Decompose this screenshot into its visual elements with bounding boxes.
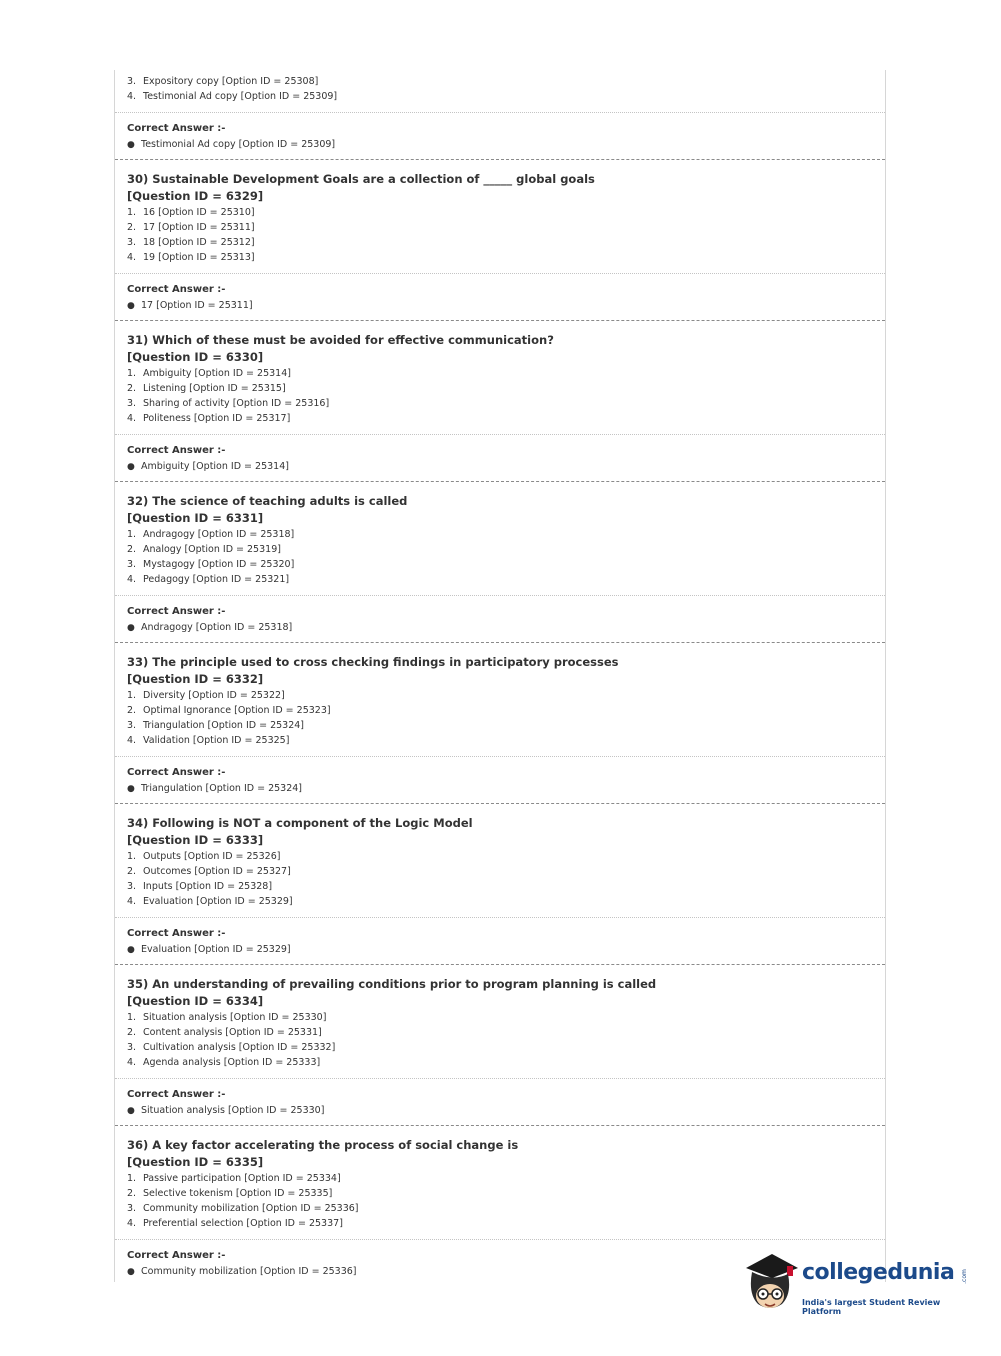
option-item [127,849,873,864]
option-text: Ambiguity [Option ID = 25314] [143,368,291,379]
correct-answer-label: Correct Answer :- [127,606,226,617]
option-number: 2. [127,222,137,233]
correct-answer-value: ● Testimonial Ad copy [Option ID = 25309] [127,137,873,153]
question-section [115,1126,885,1240]
option-text: Cultivation analysis [Option ID = 25332] [143,1042,336,1053]
option-text: Optimal Ignorance [Option ID = 25323] [143,705,331,716]
bullet-icon: ● [127,1267,135,1277]
option-text: 17 [Option ID = 25311] [143,222,255,233]
option-number: 2. [127,1188,137,1199]
option-number: 3. [127,559,137,570]
options-section [115,70,885,113]
option-text: Outputs [Option ID = 25326] [143,851,281,862]
question-title: 35) An understanding of prevailing conditions prior to program planning is called [127,977,657,991]
answer-section [115,596,885,642]
option-item [127,250,873,265]
option-text: 19 [Option ID = 25313] [143,252,255,263]
option-item [127,1171,873,1186]
correct-answer-label: Correct Answer :- [127,123,226,134]
correct-answer-text: Andragogy [Option ID = 25318] [141,622,293,633]
options-list [127,74,873,104]
option-number: 1. [127,207,137,218]
question-title: 31) Which of these must be avoided for effective communication? [127,333,554,347]
question-block-29 [115,70,885,160]
option-text: Mystagogy [Option ID = 25320] [143,559,295,570]
question-id: [Question ID = 6334] [127,994,264,1008]
option-text: Agenda analysis [Option ID = 25333] [143,1057,321,1068]
question-block [115,965,885,1126]
logo-brand-text: collegedunia [802,1260,955,1285]
option-item [127,1010,873,1025]
option-item [127,879,873,894]
question-id: [Question ID = 6335] [127,1155,264,1169]
option-number: 3. [127,881,137,892]
bullet-icon: ● [127,301,135,311]
bullet-icon: ● [127,945,135,955]
option-item [127,572,873,587]
option-item [127,864,873,879]
option-text: Content analysis [Option ID = 25331] [143,1027,322,1038]
options-list [127,688,873,748]
option-text: Outcomes [Option ID = 25327] [143,866,291,877]
correct-answer-text: 17 [Option ID = 25311] [141,300,253,311]
option-text: Evaluation [Option ID = 25329] [143,896,293,907]
question-id: [Question ID = 6331] [127,511,264,525]
option-item [127,688,873,703]
option-item [127,1201,873,1216]
questions-list [115,160,885,1286]
question-sheet [114,70,886,1282]
bullet-icon: ● [127,623,135,633]
bullet-icon: ● [127,140,135,150]
option-number: 2. [127,544,137,555]
option-text: Selective tokenism [Option ID = 25335] [143,1188,333,1199]
option-number: 4. [127,252,137,263]
option-item [127,542,873,557]
question-block [115,643,885,804]
option-number: 1. [127,1173,137,1184]
option-number: 1. [127,851,137,862]
correct-answer-value [127,781,873,797]
question-id: [Question ID = 6330] [127,350,264,364]
option-item: 3. Expository copy [Option ID = 25308] [127,76,319,87]
option-text: Situation analysis [Option ID = 25330] [143,1012,327,1023]
question-section [115,965,885,1079]
options-list [127,366,873,426]
options-list [127,849,873,909]
option-number: 1. [127,529,137,540]
option-number: 4. [127,896,137,907]
correct-answer-label: Correct Answer :- [127,1089,226,1100]
question-section [115,804,885,918]
option-text: Triangulation [Option ID = 25324] [143,720,304,731]
correct-answer-text: Ambiguity [Option ID = 25314] [141,461,289,472]
correct-answer-value [127,942,873,958]
option-number: 1. [127,1012,137,1023]
option-number: 3. [127,1203,137,1214]
question-id: [Question ID = 6333] [127,833,264,847]
correct-answer-value [127,1103,873,1119]
option-item [127,733,873,748]
question-block [115,321,885,482]
option-text: 18 [Option ID = 25312] [143,237,255,248]
option-item [127,220,873,235]
option-number: 4. [127,1218,137,1229]
question-section [115,482,885,596]
option-text: 16 [Option ID = 25310] [143,207,255,218]
correct-answer-text: Evaluation [Option ID = 25329] [141,944,291,955]
bullet-icon: ● [127,462,135,472]
question-title: 32) The science of teaching adults is called [127,494,408,508]
option-number: 3. [127,720,137,731]
logo-tagline: India's largest Student Review Platform [802,1298,941,1316]
option-text: Preferential selection [Option ID = 25337] [143,1218,343,1229]
correct-answer-label: Correct Answer :- [127,928,226,939]
bullet-icon: ● [127,784,135,794]
bullet-icon: ● [127,1106,135,1116]
question-block [115,482,885,643]
option-item [127,718,873,733]
correct-answer-label: Correct Answer :- [127,767,226,778]
option-number: 4. [127,1057,137,1068]
option-number: 4. [127,735,137,746]
correct-answer-label: Correct Answer :- [127,445,226,456]
option-number: 2. [127,866,137,877]
correct-answer-label: Correct Answer :- [127,1250,226,1261]
correct-answer-text: Community mobilization [Option ID = 25336] [141,1266,357,1277]
option-item [127,1186,873,1201]
answer-section [115,435,885,481]
question-title: 34) Following is NOT a component of the Logic Model [127,816,473,830]
option-number: 3. [127,237,137,248]
option-text: Listening [Option ID = 25315] [143,383,286,394]
question-block [115,160,885,321]
option-item [127,703,873,718]
answer-section [115,918,885,964]
option-item [127,557,873,572]
option-text: Validation [Option ID = 25325] [143,735,290,746]
correct-answer-value [127,298,873,314]
option-item: 4. Testimonial Ad copy [Option ID = 25309] [127,91,338,102]
option-number: 1. [127,368,137,379]
answer-section [115,274,885,320]
option-text: Sharing of activity [Option ID = 25316] [143,398,330,409]
option-item [127,894,873,909]
option-item [127,381,873,396]
option-item [127,527,873,542]
question-id: [Question ID = 6332] [127,672,264,686]
option-item [127,1216,873,1231]
question-id: [Question ID = 6329] [127,189,264,203]
correct-answer-value [127,459,873,475]
option-number: 4. [127,574,137,585]
option-text: Analogy [Option ID = 25319] [143,544,281,555]
option-text: Diversity [Option ID = 25322] [143,690,285,701]
option-item [127,205,873,220]
option-number: 4. [127,413,137,424]
correct-answer-label: Correct Answer :- [127,284,226,295]
question-title: 33) The principle used to cross checking findings in participatory processes [127,655,619,669]
option-item [127,1040,873,1055]
options-list [127,527,873,587]
logo-tld-text: .com [960,1269,968,1284]
question-section [115,160,885,274]
collegedunia-logo [742,1248,972,1318]
options-list [127,205,873,265]
option-text: Inputs [Option ID = 25328] [143,881,273,892]
option-number: 2. [127,705,137,716]
option-item [127,235,873,250]
correct-answer-text: Triangulation [Option ID = 25324] [141,783,302,794]
correct-answer-value [127,620,873,636]
option-number: 2. [127,1027,137,1038]
question-block [115,804,885,965]
option-number: 3. [127,398,137,409]
question-section [115,643,885,757]
student-mascot-icon [742,1248,800,1318]
question-title: 30) Sustainable Development Goals are a collection of _____ global goals [127,172,595,186]
option-item [127,366,873,381]
answer-section [115,757,885,803]
question-title: 36) A key factor accelerating the process of social change is [127,1138,519,1152]
options-list [127,1171,873,1231]
option-item [127,396,873,411]
option-number: 3. [127,1042,137,1053]
answer-section [115,1079,885,1125]
option-item [127,1055,873,1070]
option-text: Politeness [Option ID = 25317] [143,413,291,424]
option-number: 2. [127,383,137,394]
option-text: Community mobilization [Option ID = 25336] [143,1203,359,1214]
option-number: 1. [127,690,137,701]
answer-section [115,113,885,159]
option-item [127,1025,873,1040]
options-list [127,1010,873,1070]
question-section [115,321,885,435]
option-item [127,411,873,426]
option-text: Pedagogy [Option ID = 25321] [143,574,290,585]
option-text: Passive participation [Option ID = 25334] [143,1173,341,1184]
correct-answer-text: Situation analysis [Option ID = 25330] [141,1105,325,1116]
option-text: Andragogy [Option ID = 25318] [143,529,295,540]
